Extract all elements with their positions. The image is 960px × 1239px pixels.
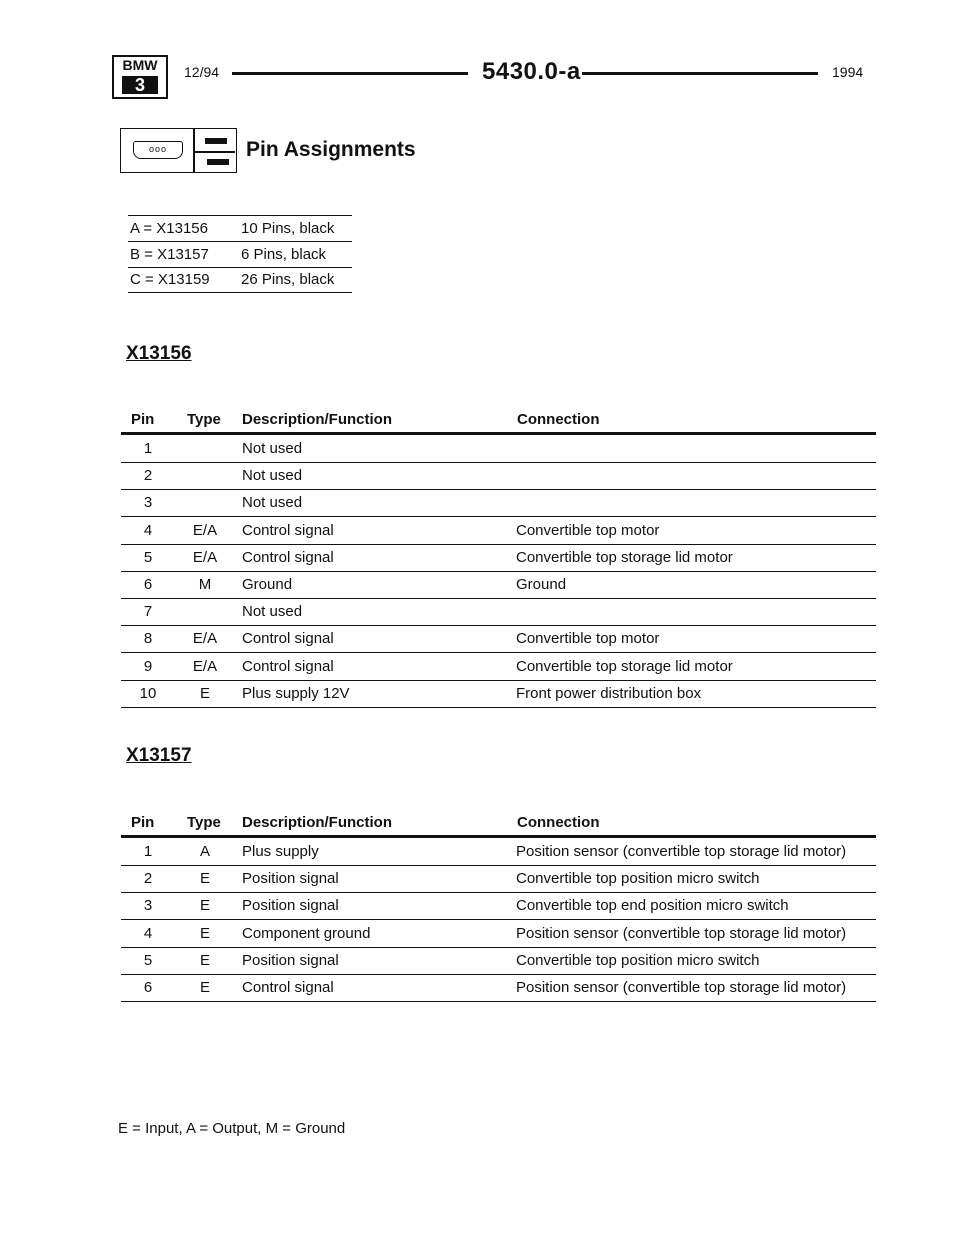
table-row (121, 865, 876, 893)
pin-cell: 1 (143, 843, 153, 860)
description-cell: Control signal (242, 521, 334, 539)
description-cell: Control signal (242, 630, 334, 648)
pin-cell: 6 (143, 979, 153, 996)
connection-cell: Front power distribution box (516, 684, 702, 702)
pin-cell: 5 (143, 951, 153, 969)
header-year: 1994 (832, 64, 864, 80)
connection-cell: Position sensor (convertible top storage lid motor) (516, 924, 847, 942)
header-rule-right (582, 72, 818, 75)
column-header-type: Type (187, 411, 221, 428)
connector-spec: 26 Pins, black (241, 271, 335, 288)
pin-cell: 2 (143, 467, 153, 485)
connection-cell: Position sensor (convertible top storage lid motor) (516, 979, 847, 996)
column-header-pin: Pin (131, 814, 155, 831)
connection-cell: Convertible top motor (516, 630, 660, 648)
type-cell: E/A (192, 657, 218, 675)
connector-row (128, 267, 352, 293)
description-cell: Control signal (242, 979, 334, 996)
pin-cell: 10 (139, 684, 157, 702)
type-cell: M (198, 576, 212, 593)
table-row (121, 544, 876, 572)
column-header-description: Description/Function (242, 411, 392, 428)
table-row (121, 974, 876, 1002)
type-cell: E/A (192, 548, 218, 566)
connection-cell: Convertible top position micro switch (516, 951, 760, 969)
description-cell: Not used (242, 494, 303, 512)
type-cell: E (199, 979, 210, 996)
description-cell: Not used (242, 603, 303, 621)
type-cell: E (199, 924, 210, 942)
table-row (121, 680, 876, 708)
table-row (121, 598, 876, 626)
connector-spec: 6 Pins, black (241, 246, 327, 263)
connector-plug-icon (120, 128, 237, 173)
connection-cell: Convertible top position micro switch (516, 870, 760, 888)
connector-code: B = X13157 (130, 246, 209, 263)
pin-cell: 1 (143, 440, 153, 457)
description-cell: Ground (242, 576, 293, 593)
column-header-connection: Connection (517, 814, 600, 831)
pin-cell: 3 (143, 897, 153, 915)
type-cell: E (199, 684, 210, 702)
connection-cell: Position sensor (convertible top storage lid motor) (516, 843, 847, 860)
table-row (121, 947, 876, 975)
table-row (121, 517, 876, 545)
pin-cell: 6 (143, 576, 153, 593)
section-title: Pin Assignments (246, 138, 416, 161)
description-cell: Control signal (242, 657, 334, 675)
header-date: 12/94 (184, 64, 220, 80)
table-row (121, 892, 876, 920)
connector-code: A = X13156 (130, 220, 208, 237)
description-cell: Position signal (242, 951, 339, 969)
logo-brand-text: BMW (122, 57, 158, 73)
pin-cell: 5 (143, 548, 153, 566)
description-cell: Not used (242, 467, 303, 485)
column-header-type: Type (187, 814, 221, 831)
pin-cell: 9 (143, 657, 153, 675)
table-row (121, 571, 876, 599)
table-row (121, 838, 876, 866)
document-id: 5430.0-a (482, 58, 581, 85)
bmw-3-series-logo (112, 55, 168, 99)
connection-cell: Convertible top end position micro switch (516, 897, 789, 915)
connection-cell: Convertible top storage lid motor (516, 548, 733, 566)
table-row (121, 435, 876, 463)
connector-row (128, 242, 352, 268)
plug-face-icon: ooo (133, 141, 183, 159)
type-cell: E/A (192, 630, 218, 648)
type-cell: E/A (192, 521, 218, 539)
description-cell: Position signal (242, 870, 339, 888)
table-row (121, 462, 876, 490)
type-cell: E (199, 870, 210, 888)
connector-row (128, 216, 352, 242)
pin-cell: 4 (143, 521, 153, 539)
description-cell: Control signal (242, 548, 334, 566)
table-title-x13156: X13156 (126, 343, 192, 364)
type-cell: A (199, 843, 210, 860)
connector-spec: 10 Pins, black (241, 220, 335, 237)
type-cell: E (199, 951, 210, 969)
pin-cell: 7 (143, 603, 153, 621)
type-cell: E (199, 897, 210, 915)
pin-cell: 2 (143, 870, 153, 888)
connection-cell: Convertible top motor (516, 521, 660, 539)
connection-cell: Ground (516, 576, 567, 593)
table-row (121, 653, 876, 681)
connection-cell: Convertible top storage lid motor (516, 657, 733, 675)
pin-cell: 8 (143, 630, 153, 648)
pin-cell: 4 (143, 924, 153, 942)
type-legend: E = Input, A = Output, M = Ground (118, 1120, 346, 1137)
description-cell: Position signal (242, 897, 339, 915)
connector-code: C = X13159 (130, 271, 210, 288)
table-row (121, 625, 876, 653)
table-title-x13157: X13157 (126, 745, 192, 766)
column-header-pin: Pin (131, 411, 155, 428)
logo-model-text: 3 (122, 76, 158, 94)
header-rule-left (232, 72, 468, 75)
column-header-connection: Connection (517, 411, 600, 428)
table-row (121, 489, 876, 517)
description-cell: Not used (242, 440, 303, 457)
description-cell: Plus supply (242, 843, 319, 860)
description-cell: Plus supply 12V (242, 684, 350, 702)
column-header-description: Description/Function (242, 814, 392, 831)
pin-cell: 3 (143, 494, 153, 512)
table-row (121, 920, 876, 948)
description-cell: Component ground (242, 924, 371, 942)
